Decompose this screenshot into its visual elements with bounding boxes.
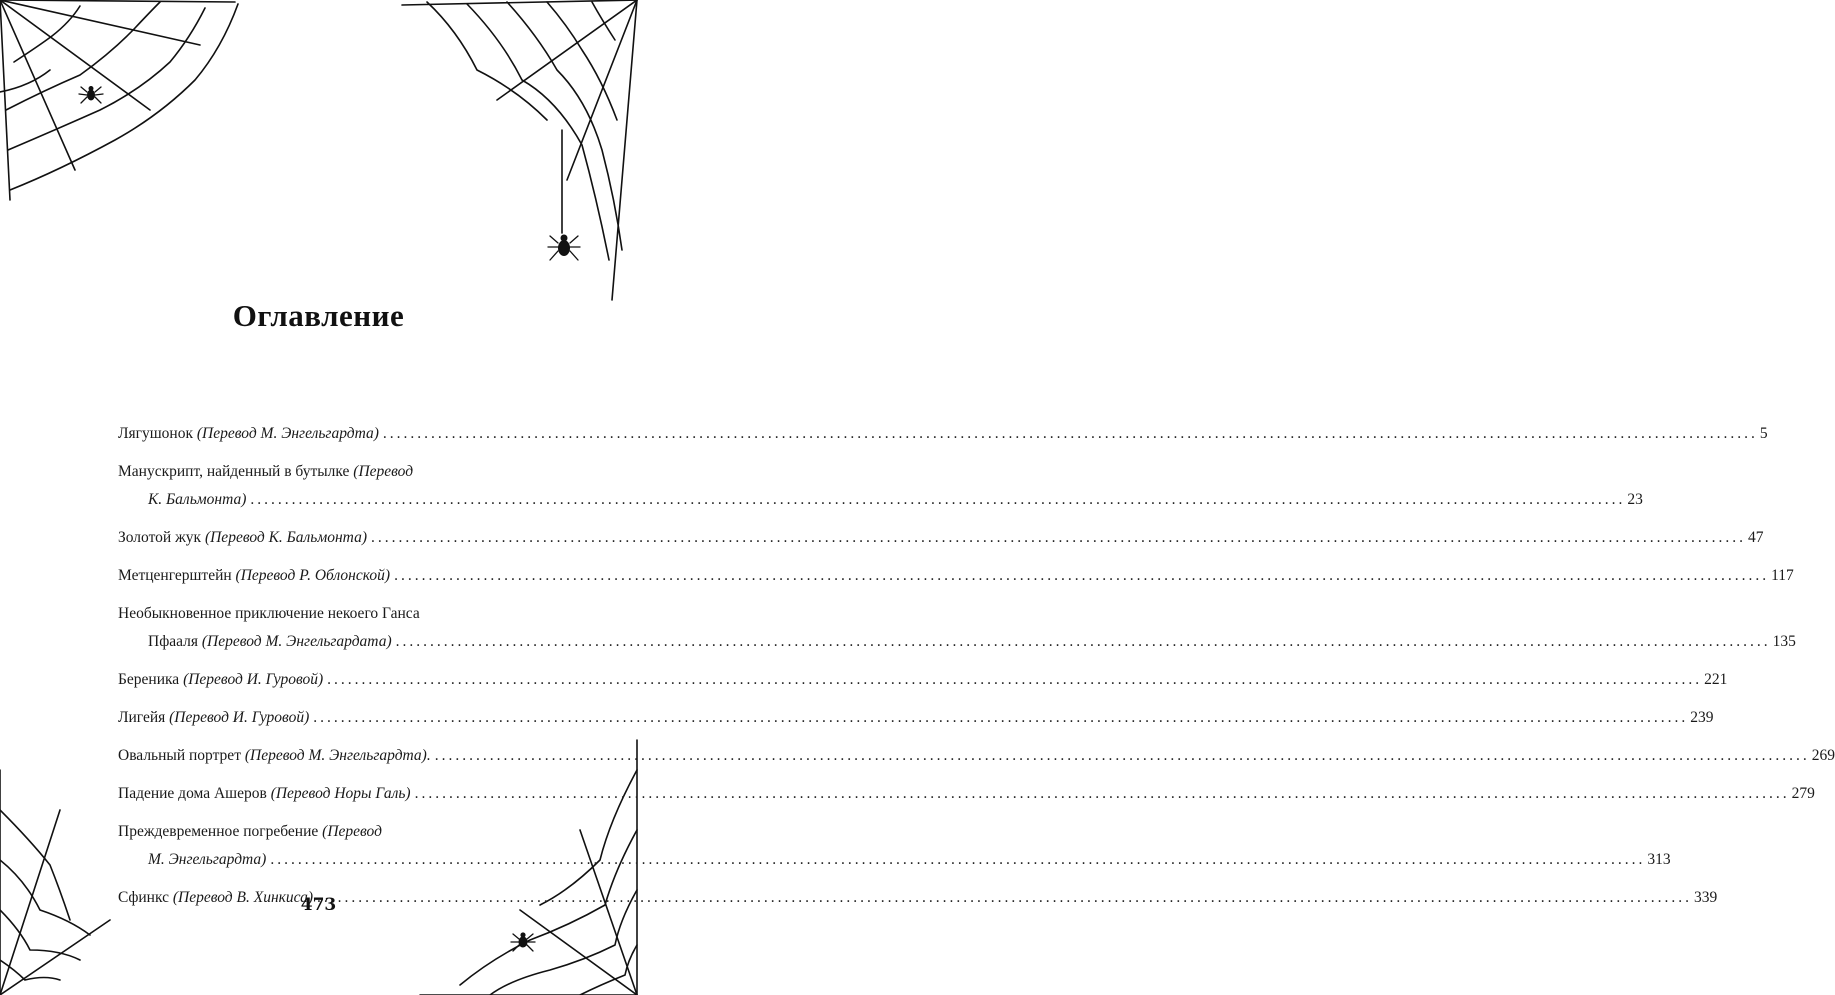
- page-title: Оглавление: [232, 298, 405, 333]
- translator-credit: (Перевод И. Гуровой): [169, 709, 310, 726]
- toc-page-number: 117: [1771, 567, 1794, 584]
- dot-leader: ........................................................................................................................................................................................................: [414, 785, 1790, 802]
- toc-page-number: 135: [1772, 633, 1796, 650]
- story-title: Преждевременное погребение: [118, 823, 323, 840]
- dot-leader: ........................................................................................................................................................................................................: [313, 709, 1689, 726]
- toc-title-text: [118, 704, 309, 732]
- toc-title-text: [148, 846, 266, 874]
- toc-entry: [118, 600, 1796, 656]
- story-title: Золотой жук: [118, 529, 205, 546]
- toc-entry: [118, 742, 1835, 770]
- toc-line: [118, 704, 1714, 732]
- toc-line: [118, 780, 1815, 808]
- translator-credit: (Перевод И. Гуровой): [183, 671, 324, 688]
- toc-title-text: [118, 818, 382, 846]
- toc-line: [118, 486, 1643, 514]
- translator-credit: (Перевод М. Энгельгардата): [201, 633, 392, 650]
- spider-icon: [547, 228, 581, 264]
- story-title: Лигейя: [118, 709, 170, 726]
- dot-leader: ........................................................................................................................................................................................................: [395, 633, 1771, 650]
- table-of-contents: [118, 420, 1835, 922]
- story-title: Лягушонок: [118, 425, 197, 442]
- translator-credit: (Перевод К. Бальмонта): [204, 529, 367, 546]
- toc-title-text: [148, 628, 392, 656]
- toc-line: [118, 846, 1671, 874]
- story-title: Овальный портрет: [118, 747, 245, 764]
- story-title: Метценгерштейн: [118, 567, 236, 584]
- cobweb-top-left-icon: [0, 0, 250, 210]
- toc-page-number: 23: [1627, 491, 1643, 508]
- dot-leader: ........................................................................................................................................................................................................: [370, 529, 1746, 546]
- toc-page-number: 313: [1647, 851, 1671, 868]
- toc-page-number: 47: [1747, 529, 1764, 546]
- translator-credit: М. Энгельгардта): [148, 851, 267, 868]
- dot-leader: ........................................................................................................................................................................................................: [434, 747, 1810, 764]
- translator-credit: (Перевод М. Энгельгардта): [196, 425, 379, 442]
- toc-line: [118, 524, 1764, 552]
- translator-credit: (Перевод Р. Облонской): [235, 567, 391, 584]
- toc-title-text: [118, 524, 367, 552]
- toc-entry: [118, 818, 1671, 874]
- dot-leader: ........................................................................................................................................................................................................: [327, 671, 1703, 688]
- toc-entry: [118, 524, 1764, 552]
- spider-icon: [78, 82, 104, 106]
- toc-entry: [118, 562, 1794, 590]
- dot-leader: ........................................................................................................................................................................................................: [394, 567, 1770, 584]
- toc-entry: [118, 458, 1643, 514]
- translator-credit: (Перевод М. Энгельгардта).: [244, 747, 431, 764]
- toc-title-text: [118, 742, 431, 770]
- story-title: Пфааля: [148, 633, 202, 650]
- dot-leader: ........................................................................................................................................................................................................: [250, 491, 1626, 508]
- story-title: Сфинкс: [118, 889, 173, 906]
- translator-credit: (Перевод: [353, 463, 414, 480]
- translator-credit: (Перевод Норы Галь): [270, 785, 411, 802]
- toc-title-text: [118, 562, 390, 590]
- toc-line: [118, 742, 1835, 770]
- toc-line: [118, 458, 496, 486]
- toc-title-text: [118, 780, 411, 808]
- toc-page-number: 279: [1791, 785, 1815, 802]
- translator-credit: (Перевод: [322, 823, 382, 840]
- toc-line: [118, 666, 1728, 694]
- toc-page-number: 221: [1704, 671, 1728, 688]
- story-title: Падение дома Ашеров: [118, 785, 271, 802]
- toc-page-number: 5: [1759, 425, 1768, 442]
- story-title: Береника: [118, 671, 184, 688]
- toc-title-text: [118, 420, 379, 448]
- toc-title-text: [148, 486, 246, 514]
- cobweb-bottom-left-icon: [0, 770, 120, 995]
- page-number: 473: [300, 895, 337, 915]
- toc-line: [118, 628, 1796, 656]
- dot-leader: ........................................................................................................................................................................................................: [382, 425, 1758, 442]
- toc-entry: [118, 666, 1728, 694]
- dot-leader: ........................................................................................................................................................................................................: [317, 889, 1693, 906]
- toc-line: [118, 420, 1768, 448]
- story-title: Манускрипт, найденный в бутылке: [118, 463, 354, 480]
- toc-entry: [118, 780, 1815, 808]
- toc-page-number: 269: [1811, 747, 1835, 764]
- toc-entry: [118, 704, 1714, 732]
- translator-credit: К. Бальмонта): [148, 491, 247, 508]
- story-title: Необыкновенное приключение некоего Ганса: [118, 605, 420, 622]
- dot-leader: ........................................................................................................................................................................................................: [270, 851, 1646, 868]
- toc-page-number: 239: [1690, 709, 1714, 726]
- translator-credit: (Перевод В. Хинкиса): [172, 889, 314, 906]
- toc-title-text: [118, 666, 323, 694]
- toc-line: [118, 600, 496, 628]
- toc-title-text: [118, 458, 413, 486]
- cobweb-top-right-icon: [397, 0, 637, 310]
- spider-icon: [510, 928, 536, 954]
- toc-page-number: 339: [1694, 889, 1718, 906]
- toc-entry: [118, 420, 1768, 448]
- toc-title-text: [118, 600, 420, 628]
- toc-line: [118, 818, 496, 846]
- toc-line: [118, 562, 1794, 590]
